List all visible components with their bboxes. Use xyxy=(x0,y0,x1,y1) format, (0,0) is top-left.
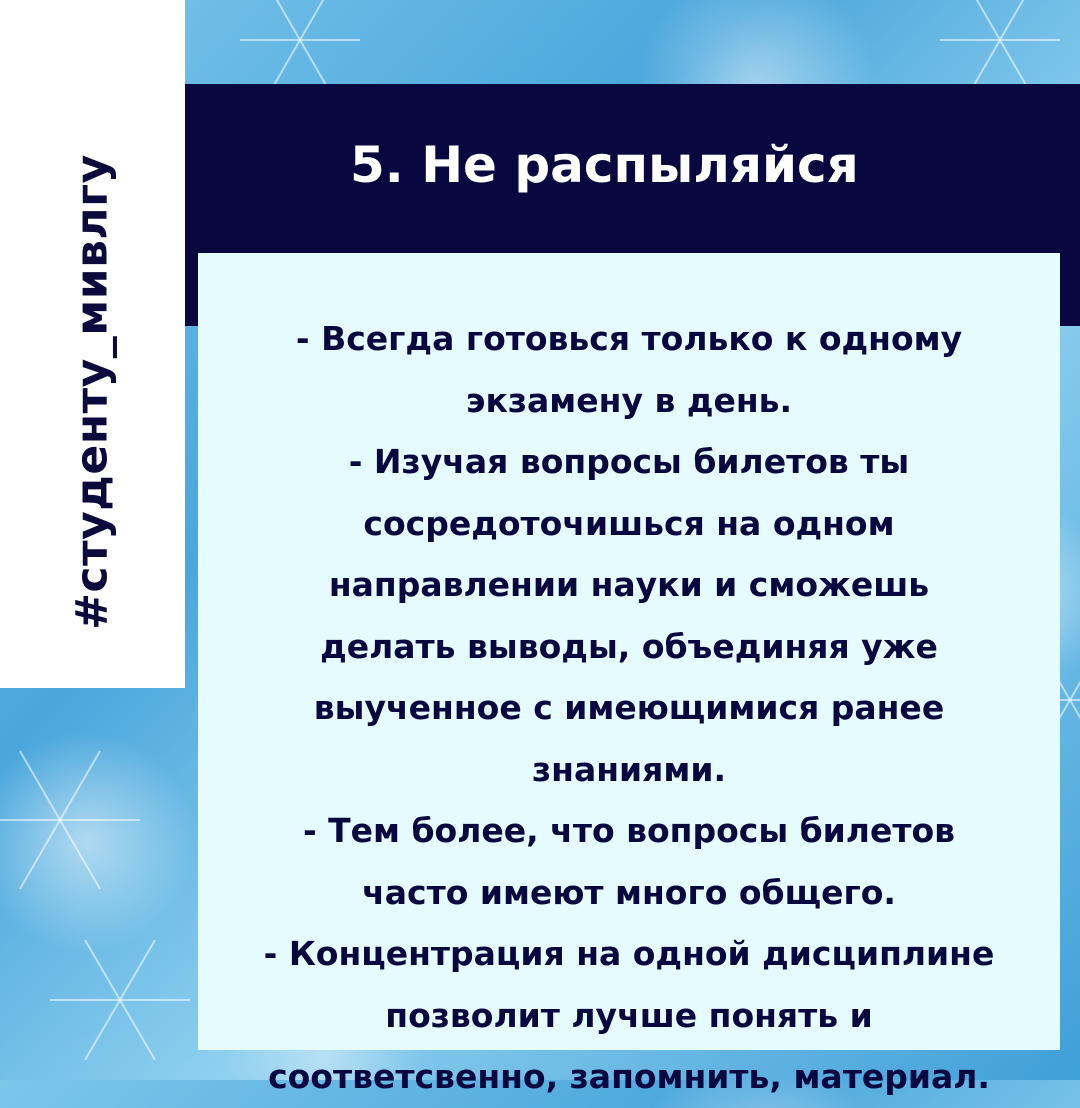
content-card xyxy=(198,253,1060,1096)
text-line: экзамену в день. xyxy=(465,380,793,420)
text-line: соответсвенно, запомнить, материал. xyxy=(268,1057,990,1096)
text-line: - Изучая вопросы билетов ты xyxy=(348,442,910,481)
text-line: часто имеют много общего. xyxy=(362,872,896,912)
text-line: выученное с имеющимися ранее xyxy=(313,688,945,727)
text-line: направлении науки и сможешь xyxy=(328,565,930,604)
text-line: - Концентрация на одной дисциплине xyxy=(263,934,995,973)
text-line: делать выводы, объединяя уже xyxy=(320,626,938,666)
text-line: - Всегда готовься только к одному xyxy=(295,319,963,358)
hashtag-panel xyxy=(0,0,185,688)
hashtag-label: #студенту_мивлгу xyxy=(66,154,118,630)
page-title: 5. Не распыляйся xyxy=(350,136,859,194)
text-line: - Тем более, что вопросы билетов xyxy=(302,811,956,850)
text-line: знаниями. xyxy=(532,749,726,789)
tips-text xyxy=(198,308,1060,1108)
text-line: сосредоточишься на одном xyxy=(363,503,895,543)
text-line: позволит лучше понять и xyxy=(385,995,873,1035)
